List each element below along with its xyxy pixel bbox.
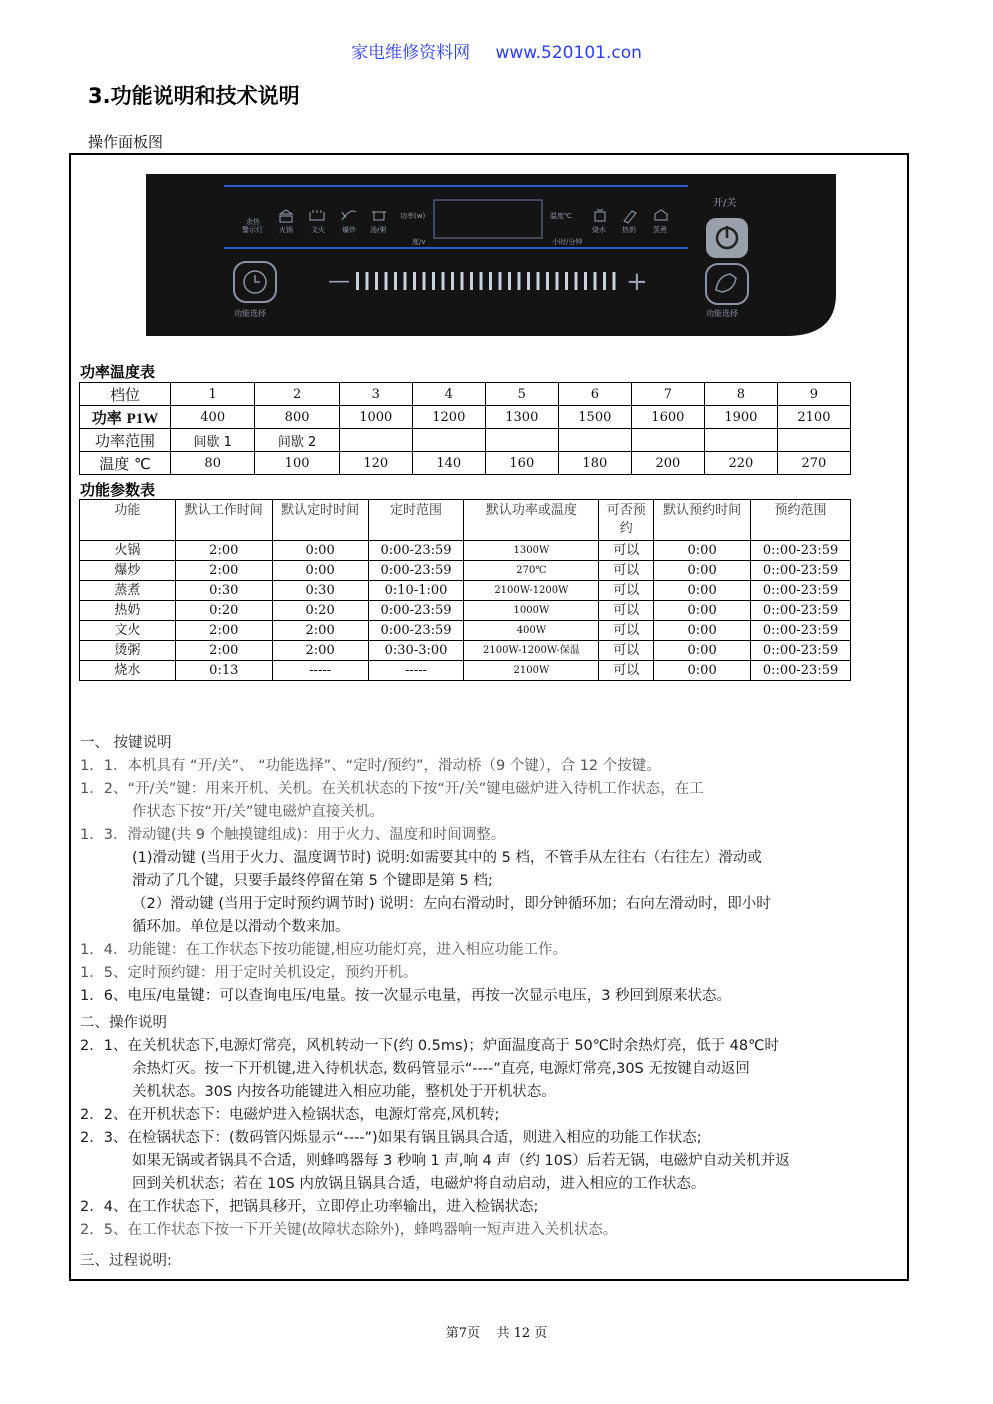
table-row: 烧水 0:13 ----- ----- 2100W 可以 0:00 0::00-23:59 (80, 661, 851, 681)
function-parameter-table (79, 499, 851, 681)
slider-tick (489, 272, 492, 290)
slider-tick (613, 272, 616, 290)
slider-tick (366, 272, 369, 290)
slider-tick (442, 272, 445, 290)
slider-tick (527, 272, 530, 290)
slider-tick (584, 272, 587, 290)
table-row: 火锅 2:00 0:00 0:00-23:59 1300W 可以 0:00 0::00-23:59 (80, 541, 851, 561)
heading-keys: 一、 按键说明 (80, 735, 172, 751)
table-header-row: 功能 默认工作时间 默认定时时间 定时范围 默认功率或温度 可否预约 默认预约时间 预约范围 (80, 500, 851, 541)
slider-tick (499, 272, 502, 290)
table-row: 热奶 0:20 0:20 0:00-23:59 1000W 可以 0:00 0::00-23:59 (80, 601, 851, 621)
power-button[interactable] (706, 218, 748, 258)
table-row: 爆炒 2:00 0:00 0:00-23:59 270℃ 可以 0:00 0::00-23:59 (80, 561, 851, 581)
func-table-title: 功能参数表 (80, 481, 156, 499)
range-row-label: 功率范围 (80, 429, 171, 452)
page-number: 第7页 (445, 1326, 480, 1341)
slider-tick (575, 272, 578, 290)
slider-tick (556, 272, 559, 290)
indicator-baochao: 爆炒 (342, 226, 356, 234)
site-url: www.520101.con (495, 43, 642, 63)
temp-row-label: 温度 ℃ (80, 452, 171, 475)
section-title: 3.功能说明和技术说明 (88, 84, 300, 108)
indicator-wenhuo: 文火 (311, 226, 325, 234)
panel-label: 操作面板图 (88, 133, 164, 151)
table-row: 蒸煮 0:30 0:30 0:10-1:00 2100W-1200W 可以 0:00 0::00-23:59 (80, 581, 851, 601)
degree-label: 度/v (412, 238, 426, 246)
site-name: 家电维修资料网 (351, 43, 471, 63)
indicator-zhengzhu: 蒸煮 (653, 226, 667, 234)
page-footer (0, 1322, 993, 1341)
function-select-right-label: 功能选择 (706, 309, 738, 318)
instructions-text: 一、 按键说明 1．1．本机具有 “开/关”、 “功能选择”、“定时/预约”，滑动桥（9 个键），合 12 个按键。 1．2、“开/关”键：用来开机、关机。在关机状态的下按“开/关”键电磁炉进入待机工作状态，在工 作状态下按“开/关”键电磁炉直接关机。 1．3．滑动键(共 9 个触摸键组成)：用于火力、温度和时间调整。 (1)滑动键 (当用于火力、温度调节时) 说明:如需要其中的 5 档，不管手从左往右（右往左）滑动或 滑动了几个键，只要手最终停留在第 5 个键即是第 5 档; （2）滑动键 (当用于定时预约调节时) 说明：左向右滑动时，即分钟循环加；右向左滑动时，即小时 循环加。单位是以滑动个数来加。 1．4．功能键：在工作状态下按功能键,相应功能灯亮，进入相应功能工作。 1．5、定时预约键：用于定时关机设定，预约开机。 1．6、电压/电量键：可以查询电压/电量。按一次显示电量，再按一次显示电压，3 秒回到原来状态。 二、操作说明 2．1、在关机状态下,电源灯常亮，风机转动一下(约 0.5ms)；炉面温度高于 50℃时余热灯亮，低于 48℃时 余热灯灭。按一下开机键,进入待机状态, 数码管显示“----”直亮, 电源灯常亮,30S 无按键自动返回 关机状态。30S 内按各功能键进入相应功能，整机处于开机状态。 2．2、在开机状态下：电磁炉进入检锅状态，电源灯常亮,风机转; 2．3、在检锅状态下：(数码管闪烁显示“----”)如果有锅且锅具合适，则进入相应的功能工作状态; 如果无锅或者锅具不合适，则蜂鸣器每 3 秒响 1 声,响 4 声（约 10S）后若无锅，电磁炉自动关机并返 回到关机状态；若在 10S 内放锅且锅具合适，电磁炉将自动启动，进入相应的工作状态。 2．4、在工作状态下，把锅具移开，立即停止功率输出，进入检锅状态; 2．5、在工作状态下按一下开关键(故障状态除外)，蜂鸣器响一短声进入关机状态。 三、过程说明: (80, 732, 902, 1273)
heading-operation: 二、操作说明 (80, 1015, 167, 1031)
slider-tick (451, 272, 454, 290)
table-row: 功率范围 间歇 1 间歇 2 (80, 429, 851, 452)
power-w-label: 功率(w) (400, 212, 426, 220)
table-row: 烫粥 2:00 2:00 0:30-3:00 2100W-1200W-保温 可以 0:00 0::00-23:59 (80, 641, 851, 661)
table-row: 温度 ℃ 80 100 120 140 160 180 200 220 270 (80, 452, 851, 475)
page-total: 共 12 页 (496, 1326, 548, 1341)
table-row: 文火 2:00 2:00 0:00-23:59 400W 可以 0:00 0::00-23:59 (80, 621, 851, 641)
slider-tick (546, 272, 549, 290)
slider-tick (356, 272, 359, 290)
slider-tick (508, 272, 511, 290)
table-row: 档位 1 2 3 4 5 6 7 8 9 (80, 383, 851, 406)
slider-tick (385, 272, 388, 290)
slider-tick (470, 272, 473, 290)
table-row: 功率 P1W 400 800 1000 1200 1300 1500 1600 1900 2100 (80, 406, 851, 429)
power-row-label: 功率 P1W (80, 406, 171, 429)
function-select-left-label: 功能选择 (234, 309, 266, 318)
slider-tick (594, 272, 597, 290)
control-panel-image (146, 174, 836, 336)
indicator-rounai: 热奶 (622, 226, 636, 234)
table-header-level: 档位 (80, 383, 171, 406)
indicator-zhou: 汤/粥 (370, 226, 387, 234)
time-label: 小时/分钟 (552, 238, 583, 246)
power-temperature-table (79, 382, 851, 475)
slider-tick (480, 272, 483, 290)
slider-tick (423, 272, 426, 290)
slider-tick (565, 272, 568, 290)
slider-tick (432, 272, 435, 290)
slider-tick (375, 272, 378, 290)
temp-label: 温度℃ (550, 212, 572, 220)
slider-tick (394, 272, 397, 290)
indicator-shaoshui: 烧水 (592, 226, 606, 234)
slider-tick (413, 272, 416, 290)
slider-tick (461, 272, 464, 290)
slider-minus[interactable]: — (328, 269, 350, 294)
slider-plus[interactable]: + (626, 267, 648, 297)
slider-tick (537, 272, 540, 290)
indicator-yure: 余热 (246, 218, 260, 226)
slider-tick (603, 272, 606, 290)
indicator-yure-2: 警示灯 (242, 226, 263, 234)
slider-tick (404, 272, 407, 290)
heading-process: 三、过程说明: (80, 1253, 172, 1269)
slider-tick (518, 272, 521, 290)
power-table-title: 功率温度表 (80, 363, 156, 381)
onoff-label: 开/关 (713, 198, 737, 209)
indicator-huoguo: 火锅 (279, 226, 293, 234)
site-header (0, 38, 993, 63)
